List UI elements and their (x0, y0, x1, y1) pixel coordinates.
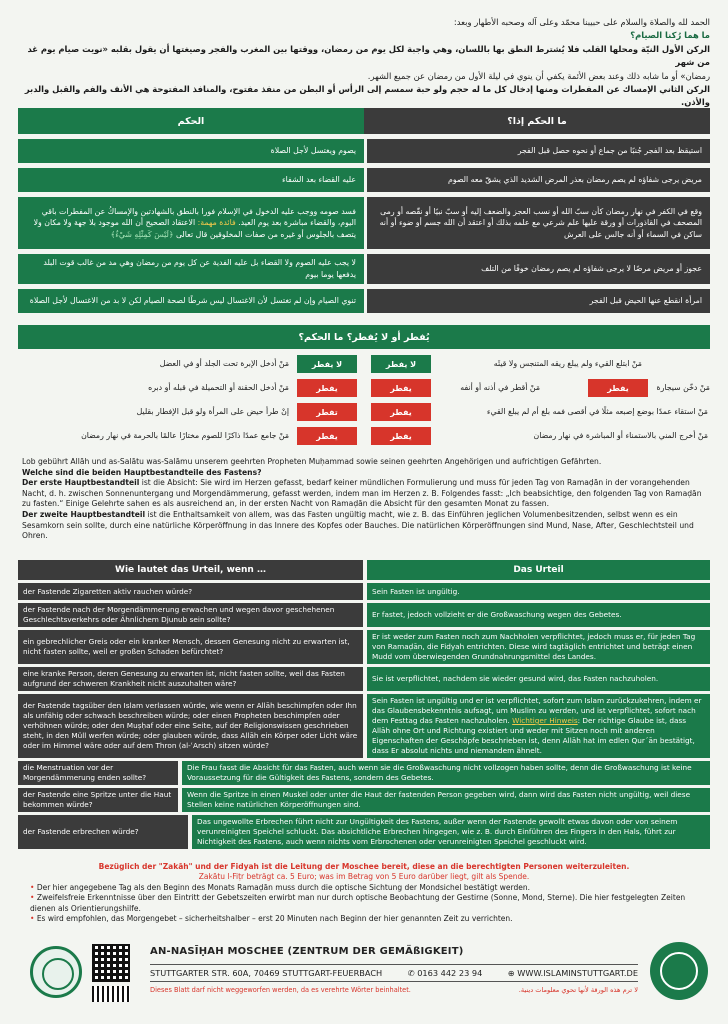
ruling-cell (18, 197, 364, 249)
ruling-cell: تنوي الصيام وإن لم تغتسل لأن الاغتسال ليس شرطًا لصحة الصيام لكن لا بد من الاغتسال لأجل الصلاة (18, 289, 364, 313)
table-row (18, 583, 710, 600)
table-row (18, 168, 710, 192)
table-row (18, 139, 710, 163)
ruling-cell: Das ungewollte Erbrechen führt nicht zur Ungültigkeit des Fastens, außer wenn der Fastende gewollt etwas davon oder von seinem verunreinigten Speichel schluckt. Das absichtliche Erbrechen hingegen, wie z. B. durch Einführen des Fingers in den Hals, führt zur Nichtigkeit des Fastens, auch wenn nichts vom Erbrochenen oder verunreinigten Speichel geschluckt wird. (192, 815, 710, 849)
phone-number[interactable]: ✆ 0163 442 23 94 (407, 968, 483, 978)
case-cell: der Fastende Zigaretten aktiv rauchen würde? (18, 583, 363, 600)
ruling-cell: Er fastet, jedoch vollzieht er die Großwaschung wegen des Gebetes. (367, 603, 710, 627)
table-header-question: ما الحكم إذا؟ (364, 108, 710, 134)
table-row (18, 815, 710, 849)
case-cell: ein gebrechlicher Greis oder ein kranker Mensch, dessen Genesung nicht zu erwarten ist, nicht fasten sollte, weil er großen Schaden befürchtet? (18, 630, 363, 664)
table-header-question: Wie lautet das Urteil, wenn … (18, 560, 363, 580)
table-row (18, 289, 710, 313)
ruling-text: : Der richtige Glaube ist, dass Allāh ohne Ort und Richtung existiert und weder mit Sitzen noch mit anderen Eigenschaften der Geschöpfe beschrieben ist, denn Allāh hat im edlen Qur´ān bestätigt, dass Er absolut nichts und niemandem ähnelt. (372, 716, 695, 755)
table-row (18, 694, 710, 758)
case-text: مَنْ ابتلع القيء ولم يبلغ ريقه المتنجس ولا قيئَه (493, 359, 642, 368)
list-item: • Der hier angegebene Tag als den Beginn des Monats Ramaḍān muss durch die optische Sichtung der Mondsichel bestätigt werden. (30, 882, 530, 892)
ruling-cell (367, 694, 710, 758)
ruling-cell: Er ist weder zum Fasten noch zum Nachholen verpflichtet, jedoch muss er, für jeden Tag von Ramaḍān, die Fidyah entrichten. Diese wird tagtäglich entrichtet und beträgt einen Mudd vom überwiegenden Grundnahrungsmittel des Landes. (367, 630, 710, 664)
case-text: إنْ طرأ حيض على المرأة ولو قبل الإفطار بقليل (136, 407, 289, 416)
verdict-badge: يفطر (297, 379, 357, 397)
qr-code-icon[interactable] (92, 944, 130, 982)
table-row (18, 197, 710, 249)
german-intro (22, 457, 704, 542)
case-cell: der Fastende eine Spritze unter die Haut bekommen würde? (18, 788, 178, 812)
case-cell: امرأة انقطع عنها الحيض قبل الفجر (367, 289, 710, 313)
pillar-label: Der zweite Hauptbestandteil (22, 509, 146, 519)
ruling-cell: Sie ist verpflichtet, nachdem sie wieder gesund wird, das Fasten nachzuholen. (367, 667, 710, 691)
list-item (371, 379, 710, 397)
case-cell: مريض يرجى شفاؤه لم يصم رمضان بعذر المرض الشديد الذي يشقّ معه الصوم (367, 168, 710, 192)
ruling-cell: Die Frau fasst die Absicht für das Fasten, auch wenn sie die Großwaschung nicht vollzogen haben sollte, denn die Großwaschung ist keine Voraussetzung für die Gültigkeit des Fastens, sondern des Gebetes. (182, 761, 710, 785)
globe-icon: ⊕ (507, 968, 515, 978)
important-note-label: فائدة مهمة: (197, 218, 236, 228)
case-cell: der Fastende erbrechen würde? (18, 815, 188, 849)
ruling-cell: Sein Fasten ist ungültig. (367, 583, 710, 600)
table-row (18, 630, 710, 664)
contact-bar (150, 964, 638, 982)
pillar-label: Der erste Hauptbestandteil (22, 478, 140, 488)
case-cell: die Menstruation vor der Morgendämmerung enden sollte? (18, 761, 178, 785)
intro-line: الركن الأول النيّة ومحلها القلب فلا يُشترط النطق بها باللسان، وهي واجبة لكل يوم من رمضان، ووقتها بين المغرب والفجر وصيغتها أن يقول بقلبه «نويت صيام يوم غد من شهر (27, 43, 710, 68)
intro-paragraph: Lob gebührt Allāh und as-Salātu was-Salāmu unserem geehrten Propheten Muḥammad sowie seinen geehrten Angehörigen und aufrichtigen Gefährten. (22, 457, 602, 466)
verdict-badge: يفطر (371, 427, 431, 445)
case-cell: استيقظ بعد الفجر جُنبًا من جماع أو نحوه حصل قبل الفجر (367, 139, 710, 163)
arabic-intro (18, 16, 710, 110)
zakah-amount: Zakātu l-Fiṭr beträgt ca. 5 Euro; was im Betrag von 5 Euro darüber liegt, gilt als Spende. (198, 872, 530, 882)
intro-line: الركن الثاني الإمساك عن المفطرات ومنها إدخال كل ما له حجم ولو حبة سمسم إلى الرأس أو البطن من منفذ مفتوح، والمنافذ المفتوحة هي الأنف والفم والقبل والدبر والأذن. (24, 84, 710, 108)
list-item (18, 403, 357, 421)
verdict-badge: تفطر (297, 403, 357, 421)
verdict-badge: يفطر (371, 403, 431, 421)
intro-paragraph (22, 478, 704, 510)
table-header-ruling: الحكم (18, 108, 364, 134)
mosque-name: AN-NASĪḤAH MOSCHEE (ZENTRUM DER GEMÄßIGKEIT) (150, 946, 464, 957)
ruling-text: فسد صومه ووجب عليه الدخول في الإسلام فورا بالنطق بالشهادتين والإمساكُ عن المفطرات باقي اليوم، والقضاء مباشرة بعد يوم العيد. (41, 206, 356, 228)
verdict-badge: يفطر (371, 379, 431, 397)
list-item: • Zweifelsfreie Erkenntnisse über den Eintritt der Gebetszeiten erwirbt man nur durch optische Beobachtung der Gestirne (Sonne, Mond, Sterne). Die hier festgelegten Zeiten dienen als Orientierungshilfe. (30, 893, 686, 913)
table-row (18, 761, 710, 785)
pillar-text: ist die Absicht: Sie wird im Herzen gefasst, bedarf keiner mündlichen Formulierung und muss für jeden Tag von Ramaḍān in der vorangehenden Nacht, d. h. zwischen Sonnenuntergang und Morgendämmerung, gefasst werden, indem man im Herzen z. B. Folgendes fasst: „Ich beabsichtige, den folgenden Tag von Ramaḍān zu fasten.“ Einige Gelehrte sahen es als ausreichend an, in der ersten Nacht von Ramaḍān die Absicht für den gesamten Monat zu fassen. (22, 478, 702, 509)
case-cell: der Fastende nach der Morgendämmerung erwachen und wegen davor geschehenen Geschlechtsverkehrs oder Ähnlichem Djunub sein sollte? (18, 603, 363, 627)
footnote (30, 862, 698, 924)
ruling-cell: عليه القضاء بعد الشفاء (18, 168, 364, 192)
disposal-warning (150, 986, 638, 994)
case-cell: eine kranke Person, deren Genesung zu erwarten ist, nicht fasten sollte, weil das Fasten aufgrund der schweren Krankheit nicht auszuhalten wäre? (18, 667, 363, 691)
table-row (18, 788, 710, 812)
case-text: مَنْ جامع عمدًا ذاكرًا للصوم مختارًا عالمًا بالحرمة في نهار رمضان (81, 431, 289, 440)
list-item (18, 379, 357, 397)
list-item (18, 427, 357, 445)
warning-ar: لا ترم هذه الورقة لأنها تحوي معلومات دينية. (518, 986, 638, 994)
intro-line: الحمد لله والصلاة والسلام على حبيبنا محمّد وعلى آله وصحبه الأطهار وبعد: (453, 17, 710, 27)
qr-code-icon[interactable] (92, 986, 130, 1002)
ruling-cell: Wenn die Spritze in einen Muskel oder unter die Haut der fastenden Person gegeben wird, dann wird das Fasten nicht ungültig, weil diese Stellen keine natürlichen Körperöffnungen sind. (182, 788, 710, 812)
verdict-badge: يفطر (588, 379, 648, 397)
warning-de: Dieses Blatt darf nicht weggeworfen werden, da es verehrte Wörter beinhaltet. (150, 986, 411, 994)
ruling-cell: لا يجب عليه الصوم ولا القضاء بل عليه الفدية عن كل يوم من رمضان وهي مد من غالب قوت البلد يدفعها يوما بيوم (18, 254, 364, 284)
pillar-text: ist die Enthaltsamkeit von allem, was das Fasten ungültig macht, wie z. B. das Einführen jeglichen Volumenbesitzenden, selbst wenn es ein Sesamkorn sein sollte, durch eine natürliche Körperöffnung in das Innere des Kopfes oder Bauches. Die natürlichen Körperöffnungen sind Mund, Nase, After, Geschlechtsteil und Ohren. (22, 509, 694, 541)
table-row (18, 254, 710, 284)
case-text: مَنْ أخرج المني بالاستمناء أو المباشرة في نهار رمضان (533, 431, 708, 440)
list-item (18, 355, 357, 373)
table-row (18, 667, 710, 691)
case-cell: der Fastende tagsüber den Islam verlassen würde, wie wenn er Allāh beschimpfen oder Ihn als unfähig oder schwach beschreiben würde; oder einen Propheten beschimpfen oder verhöhnen würde; oder den Muṣḥaf oder eine Seite, auf der Religionswissen geschrieben steht, in den Müll werfen würde; oder glauben würde, dass Allāh ein Körper oder Licht wäre oder im Himmel wäre oder auf dem Thron (al-ʿArsch) sitzen würde? (18, 694, 363, 758)
case-text: مَنْ أقطر في أذنه أو أنفه (460, 383, 540, 392)
case-cell: عجوز أو مريض مرضًا لا يرجى شفاؤه لم يصم رمضان خوفًا من التلف (367, 254, 710, 284)
verdict-badge: لا يفطر (297, 355, 357, 373)
intro-question: ما هما رُكنا الصيام؟ (630, 30, 710, 41)
verdict-badge: يفطر (297, 427, 357, 445)
intro-question: Welche sind die beiden Hauptbestandteile des Fastens? (22, 467, 262, 477)
table-header-ruling: Das Urteil (367, 560, 710, 580)
list-item (371, 427, 710, 445)
phone-icon: ✆ (407, 968, 415, 978)
mosque-emblem-icon (650, 942, 708, 1000)
quran-quote: ﴿لَيْسَ كَمِثْلِهِ شَيْءٌ﴾ (110, 229, 174, 239)
ruling-text: Sein Fasten ist ungültig und er ist verpflichtet, sofort zum Islam zurückzukehren, indem er das Glaubensbekenntnis aufsagt, um Muslim zu werden, und ist verpflichtet, sofort nach dem Festtag das Fasten nachzuholen. (372, 696, 702, 725)
breaks-fast-section (18, 325, 710, 451)
address: STUTTGARTER STR. 60A, 70469 STUTTGART-FEUERBACH (150, 968, 383, 978)
intro-paragraph (22, 510, 704, 542)
list-item (371, 403, 710, 421)
important-note-label: Wichtiger Hinweis (512, 716, 578, 725)
right-column (371, 355, 710, 451)
mosque-logo-icon (30, 946, 82, 998)
case-text: مَنْ دخّن سيجارة (656, 383, 710, 392)
case-text: مَنْ أدخل الحقنة أو التحميلة في قبله أو دبره (148, 383, 289, 392)
left-column (18, 355, 357, 451)
table-row (18, 603, 710, 627)
arabic-ruling-table (18, 108, 710, 313)
ruling-text: الاعتقاد الصحيح أن الله موجود بلا جهة ولا مكان ولا يتصف بالجلوس أو غيره من صفات المخلوقين قال تعالى (33, 218, 356, 239)
footer (0, 934, 728, 1024)
case-text: مَنْ استقاء عمدًا بوضع إصبعه مثلًا في أقصى فمه بلغ أم لم يبلغ القيء (486, 407, 708, 416)
case-text: مَنْ أدخل الإبرة تحت الجلد أو في العضل (159, 359, 289, 368)
section-title: يُفطر أو لا يُفطر؟ ما الحكم؟ (18, 325, 710, 349)
german-ruling-table (18, 560, 710, 849)
ruling-cell: يصوم ويغتسل لأجل الصلاة (18, 139, 364, 163)
website-link[interactable]: ⊕ WWW.ISLAMINSTUTTGART.DE (507, 968, 638, 978)
verdict-badge: لا يفطر (371, 355, 431, 373)
zakah-note: Bezüglich der "Zakāh" und der Fidyah ist die Leitung der Moschee bereit, diese an die berechtigten Personen weiterzuleiten. (98, 862, 630, 871)
list-item: • Es wird empfohlen, das Morgengebet – sicherheitshalber – erst 20 Minuten nach Beginn der hier genannten Zeit zu verrichten. (30, 914, 513, 924)
case-cell: وقع في الكفر في نهار رمضان كأن سبّ الله أو نسب العجز والضعف إليه أو سبّ نبيًا أو نقّصه أو رمى المصحف في القاذورات أو ورقة عليها علم شرعي مع علمه بذلك أو اعتقد أن الله جسم أو ضوء أو أنه ساكن في السماء أو أنه جالس على العرش (367, 197, 710, 249)
intro-line: رمضان» أو ما شابه ذلك وعند بعض الأئمة يكفي أن ينوي في ليلة الأول من رمضان عن جميع الشهر. (367, 70, 710, 81)
list-item (371, 355, 710, 373)
